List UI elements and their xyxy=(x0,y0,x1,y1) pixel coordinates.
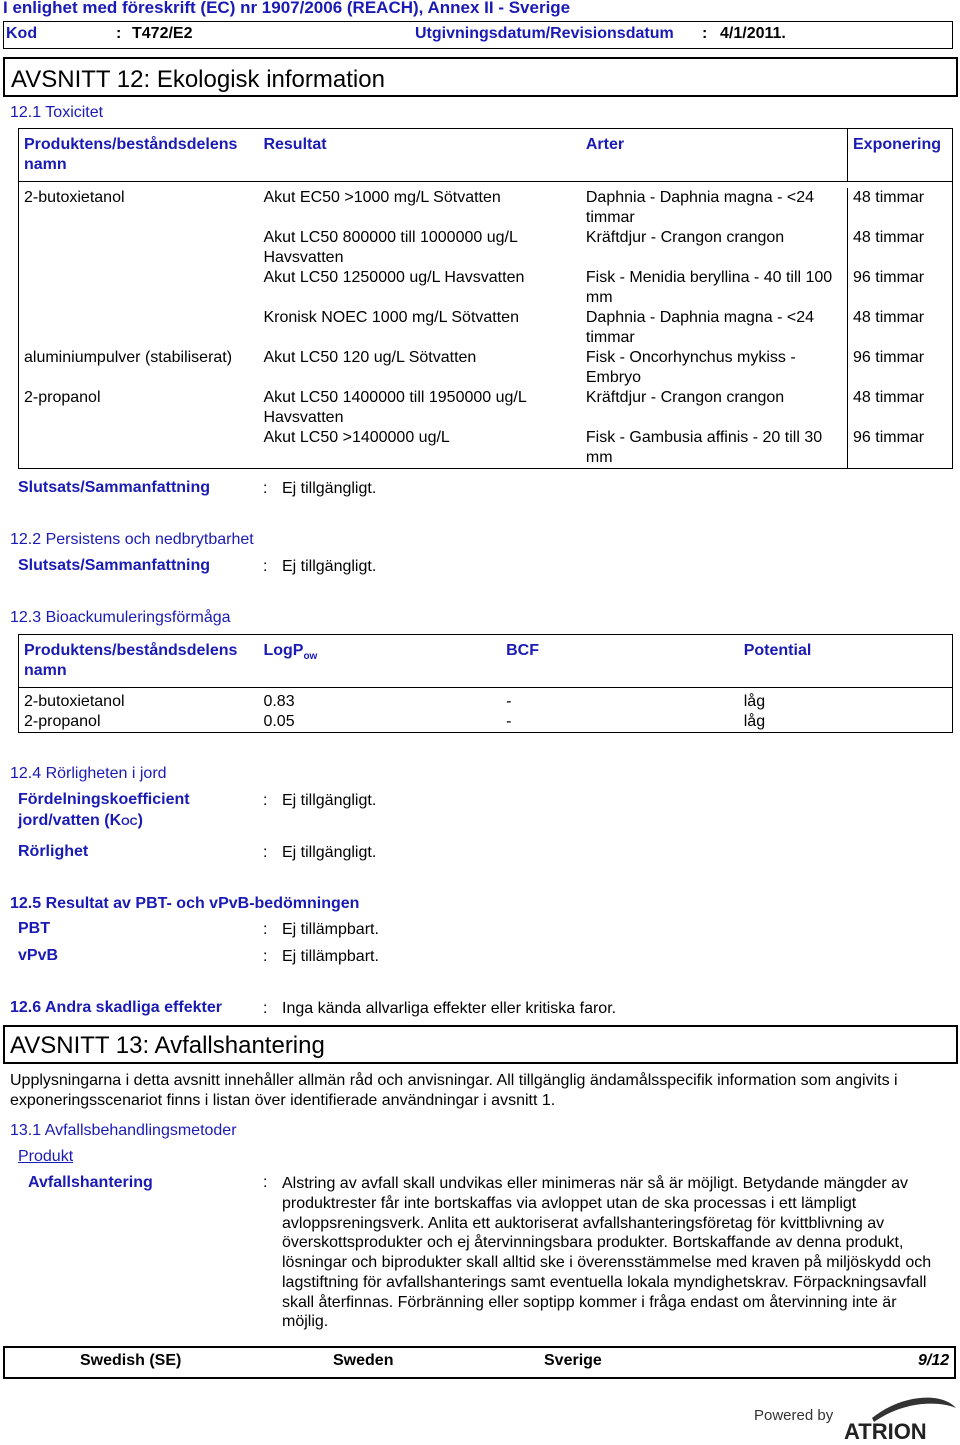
section-12-title-box xyxy=(3,57,958,97)
cell-species: Fisk - Gambusia affinis - 20 till 30 mm xyxy=(581,428,848,469)
atrion-logo-mark xyxy=(752,1394,958,1440)
persistence-summary-label: Slutsats/Sammanfattning xyxy=(18,557,211,574)
koc-label-line-2 xyxy=(18,812,143,830)
subsection-12-6-heading: 12.6 Andra skadliga effekter xyxy=(10,999,222,1016)
section-13-title-box xyxy=(3,1025,958,1064)
subsection-12-2-heading: 12.2 Persistens och nedbrytbarhet xyxy=(10,531,254,548)
cell-name xyxy=(19,308,259,348)
column-header-logp xyxy=(258,635,501,688)
cell-species: Fisk - Oncorhynchus mykiss - Embryo xyxy=(585,349,796,386)
kod-separator: : xyxy=(116,25,122,42)
pbt-label: PBT xyxy=(18,920,50,937)
cell-species: Fisk - Menidia beryllina - 40 till 100 mm xyxy=(585,269,833,306)
other-effects-value: Inga kända allvarliga effekter eller kritiska faror. xyxy=(282,1000,617,1017)
footer-region: Sverige xyxy=(544,1352,602,1369)
koc-separator: : xyxy=(263,792,268,809)
cell-exposure: 96 timmar xyxy=(848,268,953,308)
table-row xyxy=(19,188,953,228)
disposal-separator: : xyxy=(263,1174,268,1191)
document-title: I enlighet med föreskrift (EC) nr 1907/2006 (REACH), Annex II - Sverige xyxy=(3,0,571,17)
toxicity-summary-label: Slutsats/Sammanfattning xyxy=(18,479,211,496)
revision-date-value: 4/1/2011. xyxy=(720,25,786,42)
table-row xyxy=(19,388,953,428)
page-footer xyxy=(3,1346,956,1379)
column-header-exposure: Exponering xyxy=(848,129,953,182)
cell-species: Kräftdjur - Crangon crangon xyxy=(585,229,785,246)
toxicity-summary-value: Ej tillgängligt. xyxy=(282,480,377,497)
cell-name xyxy=(19,228,259,268)
bioaccumulation-table-header xyxy=(19,635,953,688)
cell-species: Kräftdjur - Crangon crangon xyxy=(585,389,785,406)
cell-result: Kronisk NOEC 1000 mg/L Sötvatten xyxy=(263,309,519,326)
cell-name: 2-butoxietanol xyxy=(19,692,259,712)
kod-value: T472/E2 xyxy=(132,25,193,42)
persistence-summary-value: Ej tillgängligt. xyxy=(282,558,377,575)
column-header-bcf: BCF xyxy=(501,635,739,688)
cell-species: Daphnia - Daphnia magna - <24 timmar xyxy=(585,309,815,346)
column-header-potential: Potential xyxy=(739,635,953,688)
product-label: Produkt xyxy=(18,1148,74,1165)
mobility-value: Ej tillgängligt. xyxy=(282,844,377,861)
cell-result: Akut LC50 1250000 ug/L Havsvatten xyxy=(263,269,525,286)
kod-label: Kod xyxy=(6,25,38,42)
subsection-13-1-heading: 13.1 Avfallsbehandlingsmetoder xyxy=(10,1122,237,1139)
header-info-bar xyxy=(3,21,953,49)
cell-potential: låg xyxy=(739,692,953,712)
table-row xyxy=(19,228,953,268)
cell-result: Akut LC50 1400000 till 1950000 ug/L Havsvatten xyxy=(263,389,527,426)
revision-date-label: Utgivningsdatum/Revisionsdatum xyxy=(415,25,674,42)
cell-result: Akut LC50 >1400000 ug/L xyxy=(258,428,580,469)
vpvb-separator: : xyxy=(263,948,268,965)
table-row xyxy=(19,712,953,733)
cell-potential: låg xyxy=(739,712,953,733)
cell-name: 2-butoxietanol xyxy=(19,188,259,228)
vpvb-label: vPvB xyxy=(18,947,59,964)
cell-result: Akut LC50 800000 till 1000000 ug/L Havsvatten xyxy=(263,229,518,266)
footer-language: Swedish (SE) xyxy=(80,1352,182,1369)
pbt-value: Ej tillämpbart. xyxy=(282,921,379,938)
koc-label-line-1: Fördelningskoefficient xyxy=(18,791,190,808)
persistence-summary-separator: : xyxy=(263,558,268,575)
column-header-name: Produktens/beståndsdelens namn xyxy=(19,129,259,182)
section-12-title: AVSNITT 12: Ekologisk information xyxy=(11,66,385,93)
footer-country: Sweden xyxy=(333,1352,394,1369)
section-13-intro: Upplysningarna i detta avsnitt innehåller allmän råd och anvisningar. All tillgänglig ändamålsspecifik information som angivits i exponeringsscenariot finns i listan över identifierade användningar i avsnitt 1. xyxy=(10,1072,898,1109)
cell-exposure: 96 timmar xyxy=(848,348,953,388)
cell-exposure: 48 timmar xyxy=(848,308,953,348)
pbt-separator: : xyxy=(263,921,268,938)
subsection-12-1-heading: 12.1 Toxicitet xyxy=(10,104,104,121)
cell-result: Akut LC50 120 ug/L Sötvatten xyxy=(263,349,477,366)
koc-label-text: jord/vatten (K xyxy=(18,812,122,829)
table-row xyxy=(19,428,953,469)
column-header-name: Produktens/beståndsdelens namn xyxy=(19,635,259,688)
cell-exposure: 48 timmar xyxy=(848,388,953,428)
logp-subscript: ow xyxy=(303,651,318,663)
disposal-label: Avfallshantering xyxy=(28,1174,153,1191)
table-row xyxy=(19,268,953,308)
section-13-title: AVSNITT 13: Avfallshantering xyxy=(10,1032,325,1059)
logo-powered-by: Powered by xyxy=(754,1407,834,1424)
cell-bcf: - xyxy=(506,693,512,710)
subsection-12-5-heading: 12.5 Resultat av PBT- och vPvB-bedömningen xyxy=(10,895,360,912)
vpvb-value: Ej tillämpbart. xyxy=(282,948,379,965)
cell-name xyxy=(19,268,259,308)
column-header-species: Arter xyxy=(581,129,848,182)
cell-result: Akut EC50 >1000 mg/L Sötvatten xyxy=(263,189,501,206)
cell-logp: 0.83 xyxy=(263,693,295,710)
table-row xyxy=(19,308,953,348)
table-row xyxy=(19,692,953,712)
table-row xyxy=(19,348,953,388)
bioaccumulation-table xyxy=(18,634,953,733)
logp-label: LogP xyxy=(263,642,304,659)
cell-name: aluminiumpulver (stabiliserat) xyxy=(19,348,259,388)
toxicity-table-header xyxy=(19,129,953,182)
cell-exposure: 48 timmar xyxy=(848,188,953,228)
koc-subscript: OC xyxy=(121,816,138,828)
disposal-text: Alstring av avfall skall undvikas eller minimeras när så är möjligt. Betydande mängder av produktrester får inte bortskaffas via avloppet utan de ska processas i ett lämpligt avloppsreningsverk. Anlita ett auktoriserat avfallshanteringsföretag för kvittblivning av överskottsprodukter och ej återvinningsbara produkter. Bortskaffande av denna produkt, lösningar och biprodukter skall alltid ske i överensstämmelse med kraven på miljöskydd och lagstiftning för avfallshanterings samt eventuella lokala myndighetskrav. Förpackningsavfall skall återfinnas. Förbränning eller soptipp kommer i fråga endast om återvinning inte är möjlig. xyxy=(282,1175,932,1331)
column-header-result: Resultat xyxy=(258,129,580,182)
cell-exposure: 48 timmar xyxy=(848,228,953,268)
koc-label-close: ) xyxy=(137,812,143,829)
koc-value: Ej tillgängligt. xyxy=(282,792,377,809)
subsection-12-3-heading: 12.3 Bioackumuleringsförmåga xyxy=(10,609,231,626)
subsection-12-4-heading: 12.4 Rörligheten i jord xyxy=(10,765,167,782)
revision-date-separator: : xyxy=(702,25,708,42)
toxicity-summary-separator: : xyxy=(263,480,268,497)
other-effects-separator: : xyxy=(263,1000,268,1017)
cell-bcf: - xyxy=(501,712,739,733)
footer-page-number: 9/12 xyxy=(918,1352,950,1369)
cell-exposure: 96 timmar xyxy=(848,428,953,469)
cell-logp: 0.05 xyxy=(258,712,501,733)
cell-species: Daphnia - Daphnia magna - <24 timmar xyxy=(585,189,815,226)
mobility-separator: : xyxy=(263,844,268,861)
mobility-label: Rörlighet xyxy=(18,843,89,860)
cell-name: 2-propanol xyxy=(19,712,259,733)
toxicity-table xyxy=(18,128,953,469)
cell-name xyxy=(19,428,259,469)
cell-name: 2-propanol xyxy=(19,388,259,428)
atrion-logo xyxy=(752,1394,958,1440)
logo-brand: ATRION xyxy=(844,1419,927,1440)
